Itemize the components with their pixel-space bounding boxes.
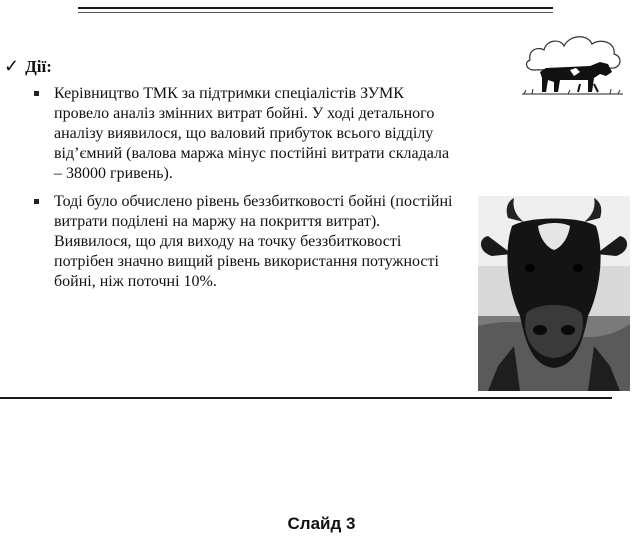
slide-caption: Слайд 3 bbox=[287, 514, 356, 533]
bullet-square-icon bbox=[34, 199, 39, 204]
top-rule-thin bbox=[78, 12, 553, 13]
bullet-list bbox=[34, 84, 454, 300]
bottom-rule bbox=[0, 397, 612, 399]
bullet-square-icon bbox=[34, 91, 39, 96]
list-item bbox=[34, 192, 454, 292]
cow-photo-image bbox=[478, 196, 630, 391]
slide-heading bbox=[4, 56, 52, 77]
checkmark-icon: ✓ bbox=[4, 56, 20, 76]
cow-clipart-image bbox=[520, 20, 625, 98]
bullet-text: Керівництво ТМК за підтримки спеціалістів ЗУМК провело аналіз змінних витрат бойні. У ході детального аналізу виявилося, що валовий прибуток всього відділу від’ємний (валова маржа мінус постійні витрати складала – 38000 гривень). bbox=[54, 85, 450, 182]
list-item bbox=[34, 84, 454, 184]
bullet-text: Тоді було обчислено рівень беззбитковості бойні (постійні витрати поділені на маржу на покриття витрат). Виявилося, що для виходу на точку беззбитковості потрібен значно вищий рівень використання потужності бойні, ніж поточні 10%. bbox=[54, 193, 453, 290]
heading-text: Дії: bbox=[25, 56, 52, 76]
top-rule bbox=[78, 7, 553, 9]
